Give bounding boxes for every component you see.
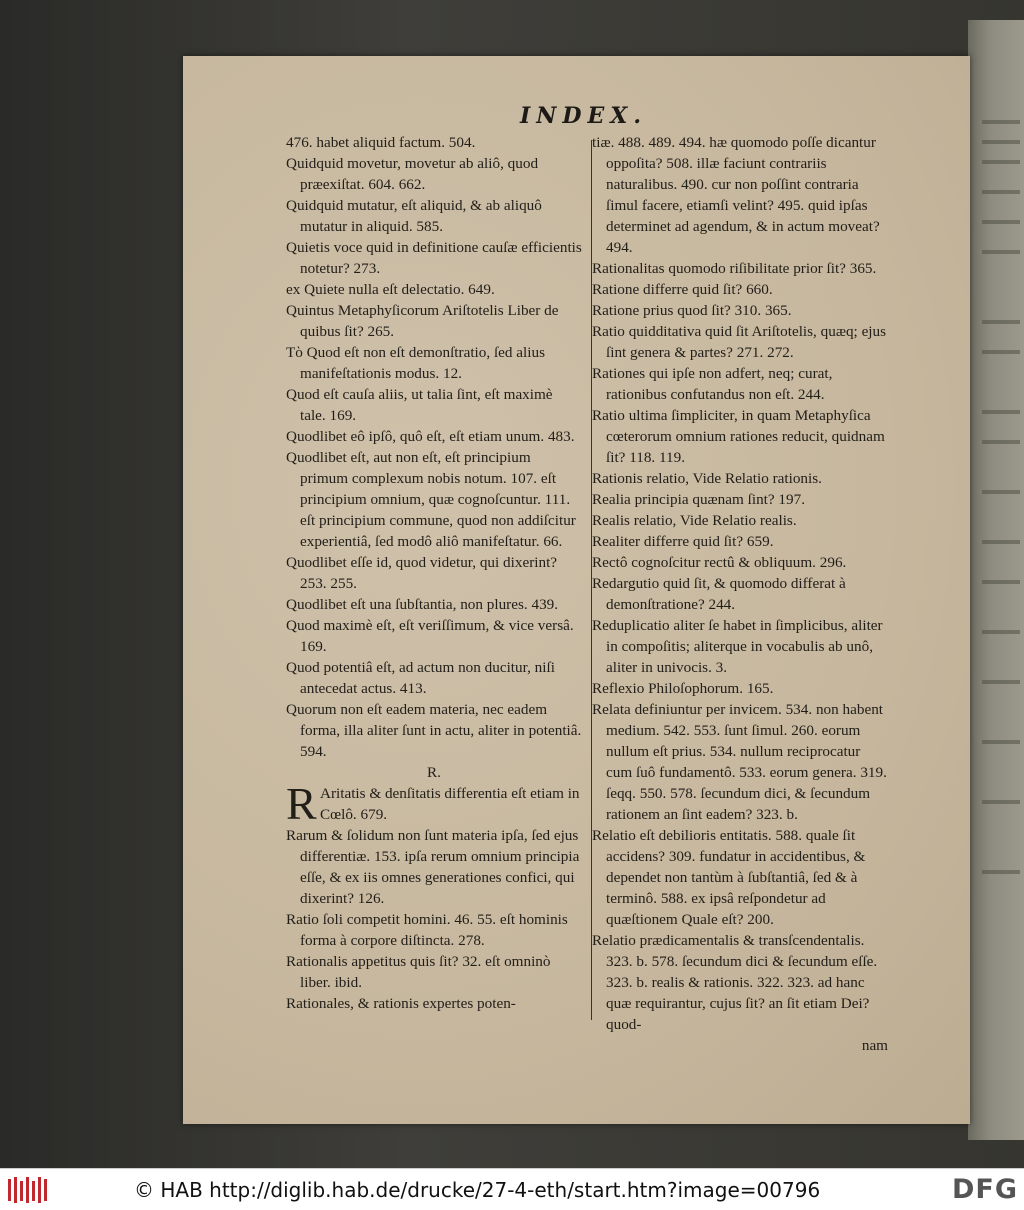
index-entry: Τὸ Quod eſt non eſt demonſtratio, ſed alius manifeſtationis modus. 12. <box>286 344 545 382</box>
index-entry: Ratio quidditativa quid ſit Ariſtotelis, quæq; ejus ſint genera & partes? 271. 272. <box>592 323 887 361</box>
index-entry: Rationalitas quomodo riſibilitate prior ſit? 365. <box>592 260 877 277</box>
index-entry: Quod eſt cauſa aliis, ut talia ſint, eſt maximè tale. 169. <box>286 386 553 424</box>
index-entry: Aritatis & denſitatis differentia eſt etiam in Cœlô. 679. <box>320 785 580 823</box>
index-entry: Rectô cognoſcitur rectû & obliquum. 296. <box>592 554 847 571</box>
index-entry: Relatio prædicamentalis & transſcendentalis. 323. b. 578. ſecundum dici & ſecundum eſſe. 323. b. realis & rationis. 322. 323. ad hanc quæ requirantur, cujus ſit? an ſit etiam Dei? quod- <box>592 932 878 1033</box>
index-entry: Quintus Metaphyſicorum Ariſtotelis Liber de quibus ſit? 265. <box>286 302 559 340</box>
index-entry: Ratio ſoli competit homini. 46. 55. eſt hominis forma à corpore diſtincta. 278. <box>286 911 568 949</box>
viewer-footer <box>0 1168 1024 1210</box>
index-entry: Ratio ultima ſimpliciter, in quam Metaphyſica cœterorum omnium rationes reducit, quidnam ſit? 118. 119. <box>592 407 885 466</box>
index-entry: Redargutio quid ſit, & quomodo differat à demonſtratione? 244. <box>592 575 846 613</box>
index-entry: Realis relatio, Vide Relatio realis. <box>592 512 797 529</box>
index-entry: 476. habet aliquid factum. 504. <box>286 134 476 151</box>
index-entry: Rationis relatio, Vide Relatio rationis. <box>592 470 822 487</box>
index-entry: Relata definiuntur per invicem. 534. non habent medium. 542. 553. ſunt ſimul. 260. eorum nullum eſt prius. 534. nullum reciprocatur cum ſuô fundamentô. 533. eorum genera. 319. ſeqq. 550. 578. ſecundum dici, & ſecundum rationem an ſint eadem? 323. b. <box>592 701 887 823</box>
index-entry: Quodlibet eſt una ſubſtantia, non plures. 439. <box>286 596 559 613</box>
facing-page-edge <box>968 20 1024 1140</box>
index-entry: Quodlibet eſſe id, quod videtur, qui dixerint? 253. 255. <box>286 554 558 592</box>
index-entry: Quodlibet eô ipſô, quô eſt, eſt etiam unum. 483. <box>286 428 575 445</box>
dfg-logo: DFG <box>951 1174 1018 1205</box>
index-entry: Quidquid movetur, movetur ab aliô, quod præexiſtat. 604. 662. <box>286 155 539 193</box>
index-entry: Quodlibet eſt, aut non eſt, eſt principium primum complexum nobis notum. 107. eſt principium omnium, quæ cognoſcuntur. 111. eſt principium commune, quod non addiſcitur experientiâ, ſed modô aliô manifeſtatur. 66. <box>286 449 576 550</box>
index-entry: Rationalis appetitus quis ſit? 32. eſt omninò liber. ibid. <box>286 953 551 991</box>
dropcap-letter: R <box>286 778 317 829</box>
index-entry: Ratione prius quod ſit? 310. 365. <box>592 302 792 319</box>
index-entry: Quod maximè eſt, eſt veriſſimum, & vice versâ. 169. <box>286 617 574 655</box>
copyright-link[interactable]: © HAB http://diglib.hab.de/drucke/27-4-eth/start.htm?image=00796 <box>134 1178 821 1202</box>
index-entry: Rationales, & rationis expertes poten- <box>286 995 516 1012</box>
index-entry: Relatio eſt debilioris entitatis. 588. quale ſit accidens? 309. fundatur in accidentibus, & dependet non tantùm à ſubſtantiâ, ſed & à terminô. 588. ex ipsâ reſpondetur ad quæſtionem Quale eſt? 200. <box>592 827 866 928</box>
index-entry: Rationes qui ipſe non adfert, neq; curat, rationibus confutandus non eſt. 244. <box>592 365 833 403</box>
index-entry: Reduplicatio aliter ſe habet in ſimplicibus, aliter in compoſitis; aliterque in vocabulis ab unô, aliter in univocis. 3. <box>592 617 883 676</box>
index-entry: ex Quiete nulla eſt delectatio. 649. <box>286 281 495 298</box>
hab-logo-icon <box>6 1175 48 1205</box>
index-entry: Reflexio Philoſophorum. 165. <box>592 680 774 697</box>
index-entry: Ratione differre quid ſit? 660. <box>592 281 773 298</box>
index-entry: tiæ. 488. 489. 494. hæ quomodo poſſe dicantur oppoſita? 508. illæ faciunt contrariis naturalibus. 490. cur non poſſint contraria ſimul facere, etiamſi velint? 495. quid ipſas determinet ad agendum, & in actum moveat? 494. <box>592 134 880 256</box>
index-entry: Quietis voce quid in definitione cauſæ efficientis notetur? 273. <box>286 239 582 277</box>
index-entry: Rarum & ſolidum non ſunt materia ipſa, ſed ejus differentiæ. 153. ipſa rerum omnium principia eſſe, & ex iis omnes generationes confici, qui dixerint? 126. <box>286 827 580 907</box>
index-entry: Quidquid mutatur, eſt aliquid, & ab aliquô mutatur in aliquid. 585. <box>286 197 542 235</box>
section-letter: R. <box>427 764 441 781</box>
index-entry: Quod potentiâ eſt, ad actum non ducitur, niſi antecedat actus. 413. <box>286 659 555 697</box>
left-column <box>286 132 582 1014</box>
right-column <box>592 132 888 1056</box>
index-entry: Realia principia quænam ſint? 197. <box>592 491 805 508</box>
index-entry: Realiter differre quid ſit? 659. <box>592 533 774 550</box>
index-entry: Quorum non eſt eadem materia, nec eadem forma, illa aliter ſunt in actu, aliter in potentiâ. 594. <box>286 701 582 760</box>
catchword: nam <box>861 1037 888 1054</box>
running-head: INDEX. <box>520 103 647 129</box>
dropcap-entry <box>286 778 582 829</box>
